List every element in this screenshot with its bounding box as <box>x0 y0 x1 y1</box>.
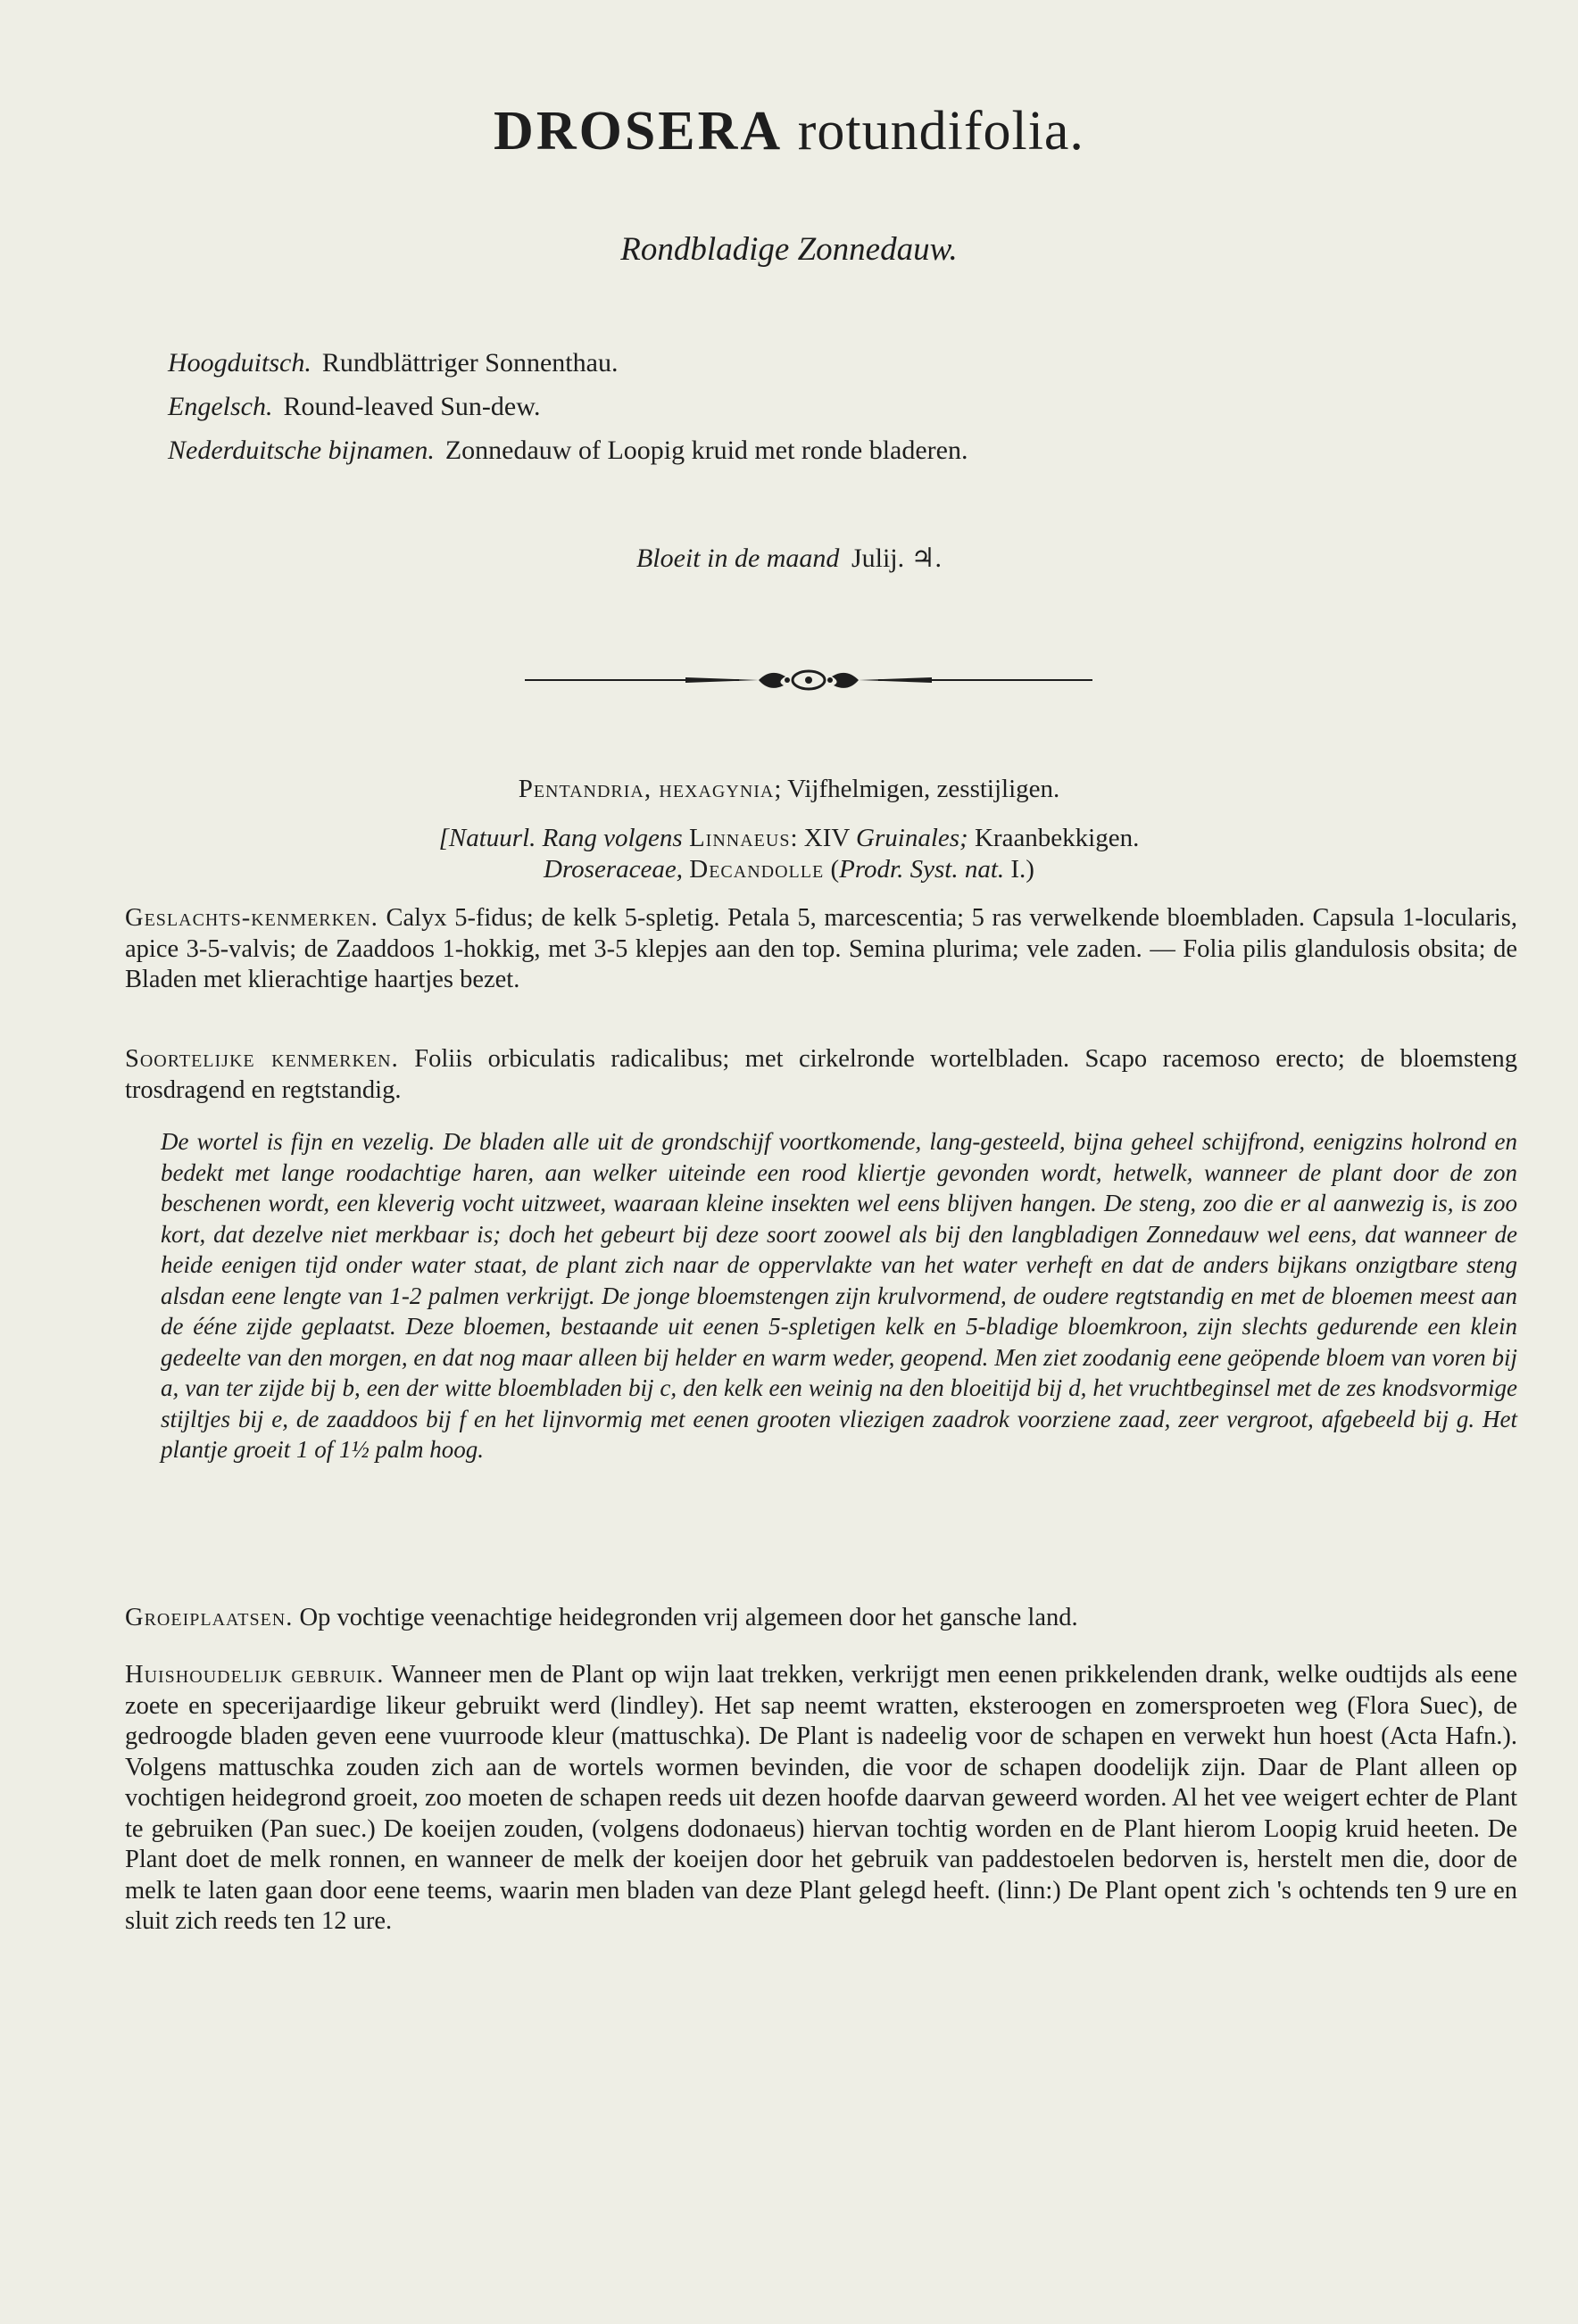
page-title <box>0 100 1578 163</box>
classification-line-1 <box>0 775 1578 804</box>
genus-characteristics <box>125 903 1517 996</box>
classification-text: ( <box>830 855 840 884</box>
lang-label: Nederduitsche bijnamen. <box>168 436 435 465</box>
author-linnaeus: Linnaeus <box>688 824 791 852</box>
section-label: Huishoudelijk gebruik. <box>125 1661 385 1689</box>
classification-line-2 <box>0 824 1578 853</box>
common-names <box>168 341 968 472</box>
reference-volume: I.) <box>1010 855 1034 884</box>
section-label: Geslachts-kenmerken. <box>125 904 378 932</box>
section-text: Foliis orbiculatis radicalibus; met cirkelronde wortelbladen. Scapo racemoso erecto; de bloemsteng trosdragend en regtstandig. <box>125 1045 1518 1104</box>
classification-dutch: ; Vijfhelmigen, zesstijligen. <box>774 775 1060 803</box>
order-dutch: Kraanbekkigen. <box>974 824 1140 852</box>
classification-text: [Natuurl. Rang volgens <box>438 824 683 852</box>
classification-line-3 <box>0 855 1578 884</box>
classification-system: Pentandria, hexagynia <box>518 775 775 803</box>
order-name: Gruinales; <box>856 824 968 852</box>
lang-label: Engelsch. <box>168 392 273 421</box>
author-decandolle: Decandolle <box>689 855 825 884</box>
name-row-english <box>168 385 968 428</box>
common-name: Round-leaved Sun-dew. <box>283 392 541 421</box>
section-label: Groeiplaatsen. <box>125 1604 294 1631</box>
name-row-dutch <box>168 428 968 472</box>
reference-title: Prodr. Syst. nat. <box>839 855 1005 884</box>
name-row-german <box>168 341 968 385</box>
ornamental-divider <box>525 660 1092 700</box>
household-use-section <box>125 1660 1517 1938</box>
habitat-section <box>125 1603 1517 1634</box>
section-text: Calyx 5-fidus; de kelk 5-spletig. Petala 5, marcescentia; 5 ras verwelkende bloembladen. Capsula 1-locularis, apice 3-5-valvis; de Zaaddoos 1-hokkig, met 3-5 klepjes aan den top. Semina plurima; vele zaden. — Folia pilis glandulosis obsita; de Bladen met klierachtige haartjes bezet. <box>125 904 1517 993</box>
flowering-line <box>0 543 1578 574</box>
title-genus: DROSERA <box>494 101 784 162</box>
family-name: Droseraceae, <box>544 855 683 884</box>
page-subtitle: Rondbladige Zonnedauw. <box>620 231 958 268</box>
section-text: Op vochtige veenachtige heidegronden vrij algemeen door het gansche land. <box>299 1604 1078 1631</box>
flowering-value: Julij. ♃. <box>851 544 943 573</box>
common-name: Zonnedauw of Loopig kruid met ronde bladeren. <box>444 436 968 465</box>
section-label: Soortelijke kenmerken. <box>125 1045 399 1073</box>
classification-text: : XIV <box>790 824 850 852</box>
species-characteristics <box>125 1044 1517 1106</box>
section-text: Wanneer men de Plant op wijn laat trekken, verkrijgt men eenen prikkelenden drank, welke oudtijds als eene zoete en specerijaardige likeur gebruikt werd (lindley). Het sap neemt wratten, eksteroogen en zomersproeten weg (Flora Suec), de gedroogde bladen geven eene vuurroode kleur (mattuschka). De Plant is nadeelig voor de schapen en verwekt hun hoest (Acta Hafn.). Volgens mattuschka zouden zich aan de wortels wormen bevinden, die voor de schapen doodelijk zijn. Daar de Plant alleen op vochtigen heidegrond groeit, zoo moeten de schapen reeds uit dezen hoofde daarvan geweerd worden. Al het vee weigert echter de Plant te gebruiken (Pan suec.) De koeijen zouden, (volgens dodonaeus) hiervan tochtig worden en de Plant hierom Loopig kruid heeten. De Plant doet de melk ronnen, en wanneer de melk der koeijen door het gebruik van paddestoelen bedorven is, herstelt men die, door de melk te laten gaan door eene teems, waarin men bladen van deze Plant gelegd heeft. (linn:) De Plant opent zich 's ochtends ten 9 ure en sluit zich reeds ten 12 ure. <box>125 1661 1517 1935</box>
common-name: Rundblättriger Sonnenthau. <box>321 348 619 378</box>
description-paragraph: De wortel is fijn en vezelig. De bladen alle uit de grondschijf voortkomende, lang-gesteeld, bijna geheel schijfrond, eenigzins holrond en bedekt met lange roodachtige haren, aan welker uiteinde een rood kliertje gevonden wordt, hetwelk, wanneer de plant door de zon beschenen wordt, een kleverig vocht uitzweet, waaraan kleine insekten wel eens blijven hangen. De steng, zoo die er al aanwezig is, is zoo kort, dat dezelve niet merkbaar is; doch het gebeurt bij deze soort zoowel als bij den langbladigen Zonnedauw wel eens, dat wanneer de heide eenigen tijd onder water staat, de plant zich naar de oppervlakte van het water verheft en dat de anders bijkans onzigtbare steng alsdan eene lengte van 1-2 palmen verkrijgt. De jonge bloemstengen zijn krulvormend, de oudere regtstandig en met de bloemen meest aan de ééne zijde geplaatst. Deze bloemen, bestaande uit eenen 5-spletigen kelk en 5-bladige bloemkroon, zijn slechts gedurende een klein gedeelte van den morgen, en dat nog maar alleen bij helder en warm weder, geopend. Men ziet zoodanig eene geöpende bloem van voren bij a, van ter zijde bij b, een der witte bloembladen bij c, den kelk een weinig na den bloeitijd bij d, het vruchtbeginsel met de zes knodsvormige stijltjes bij e, de zaaddoos bij f en het lijnvormig met eenen grooten vliezigen zaadrok voorziene zaad, zeer vergroot, afgebeeld bij g. Het plantje groeit 1 of 1½ palm hoog. <box>161 1128 1517 1463</box>
title-species: rotundifolia. <box>797 101 1084 162</box>
flowering-label: Bloeit in de maand <box>635 544 840 573</box>
lang-label: Hoogduitsch. <box>168 348 311 378</box>
